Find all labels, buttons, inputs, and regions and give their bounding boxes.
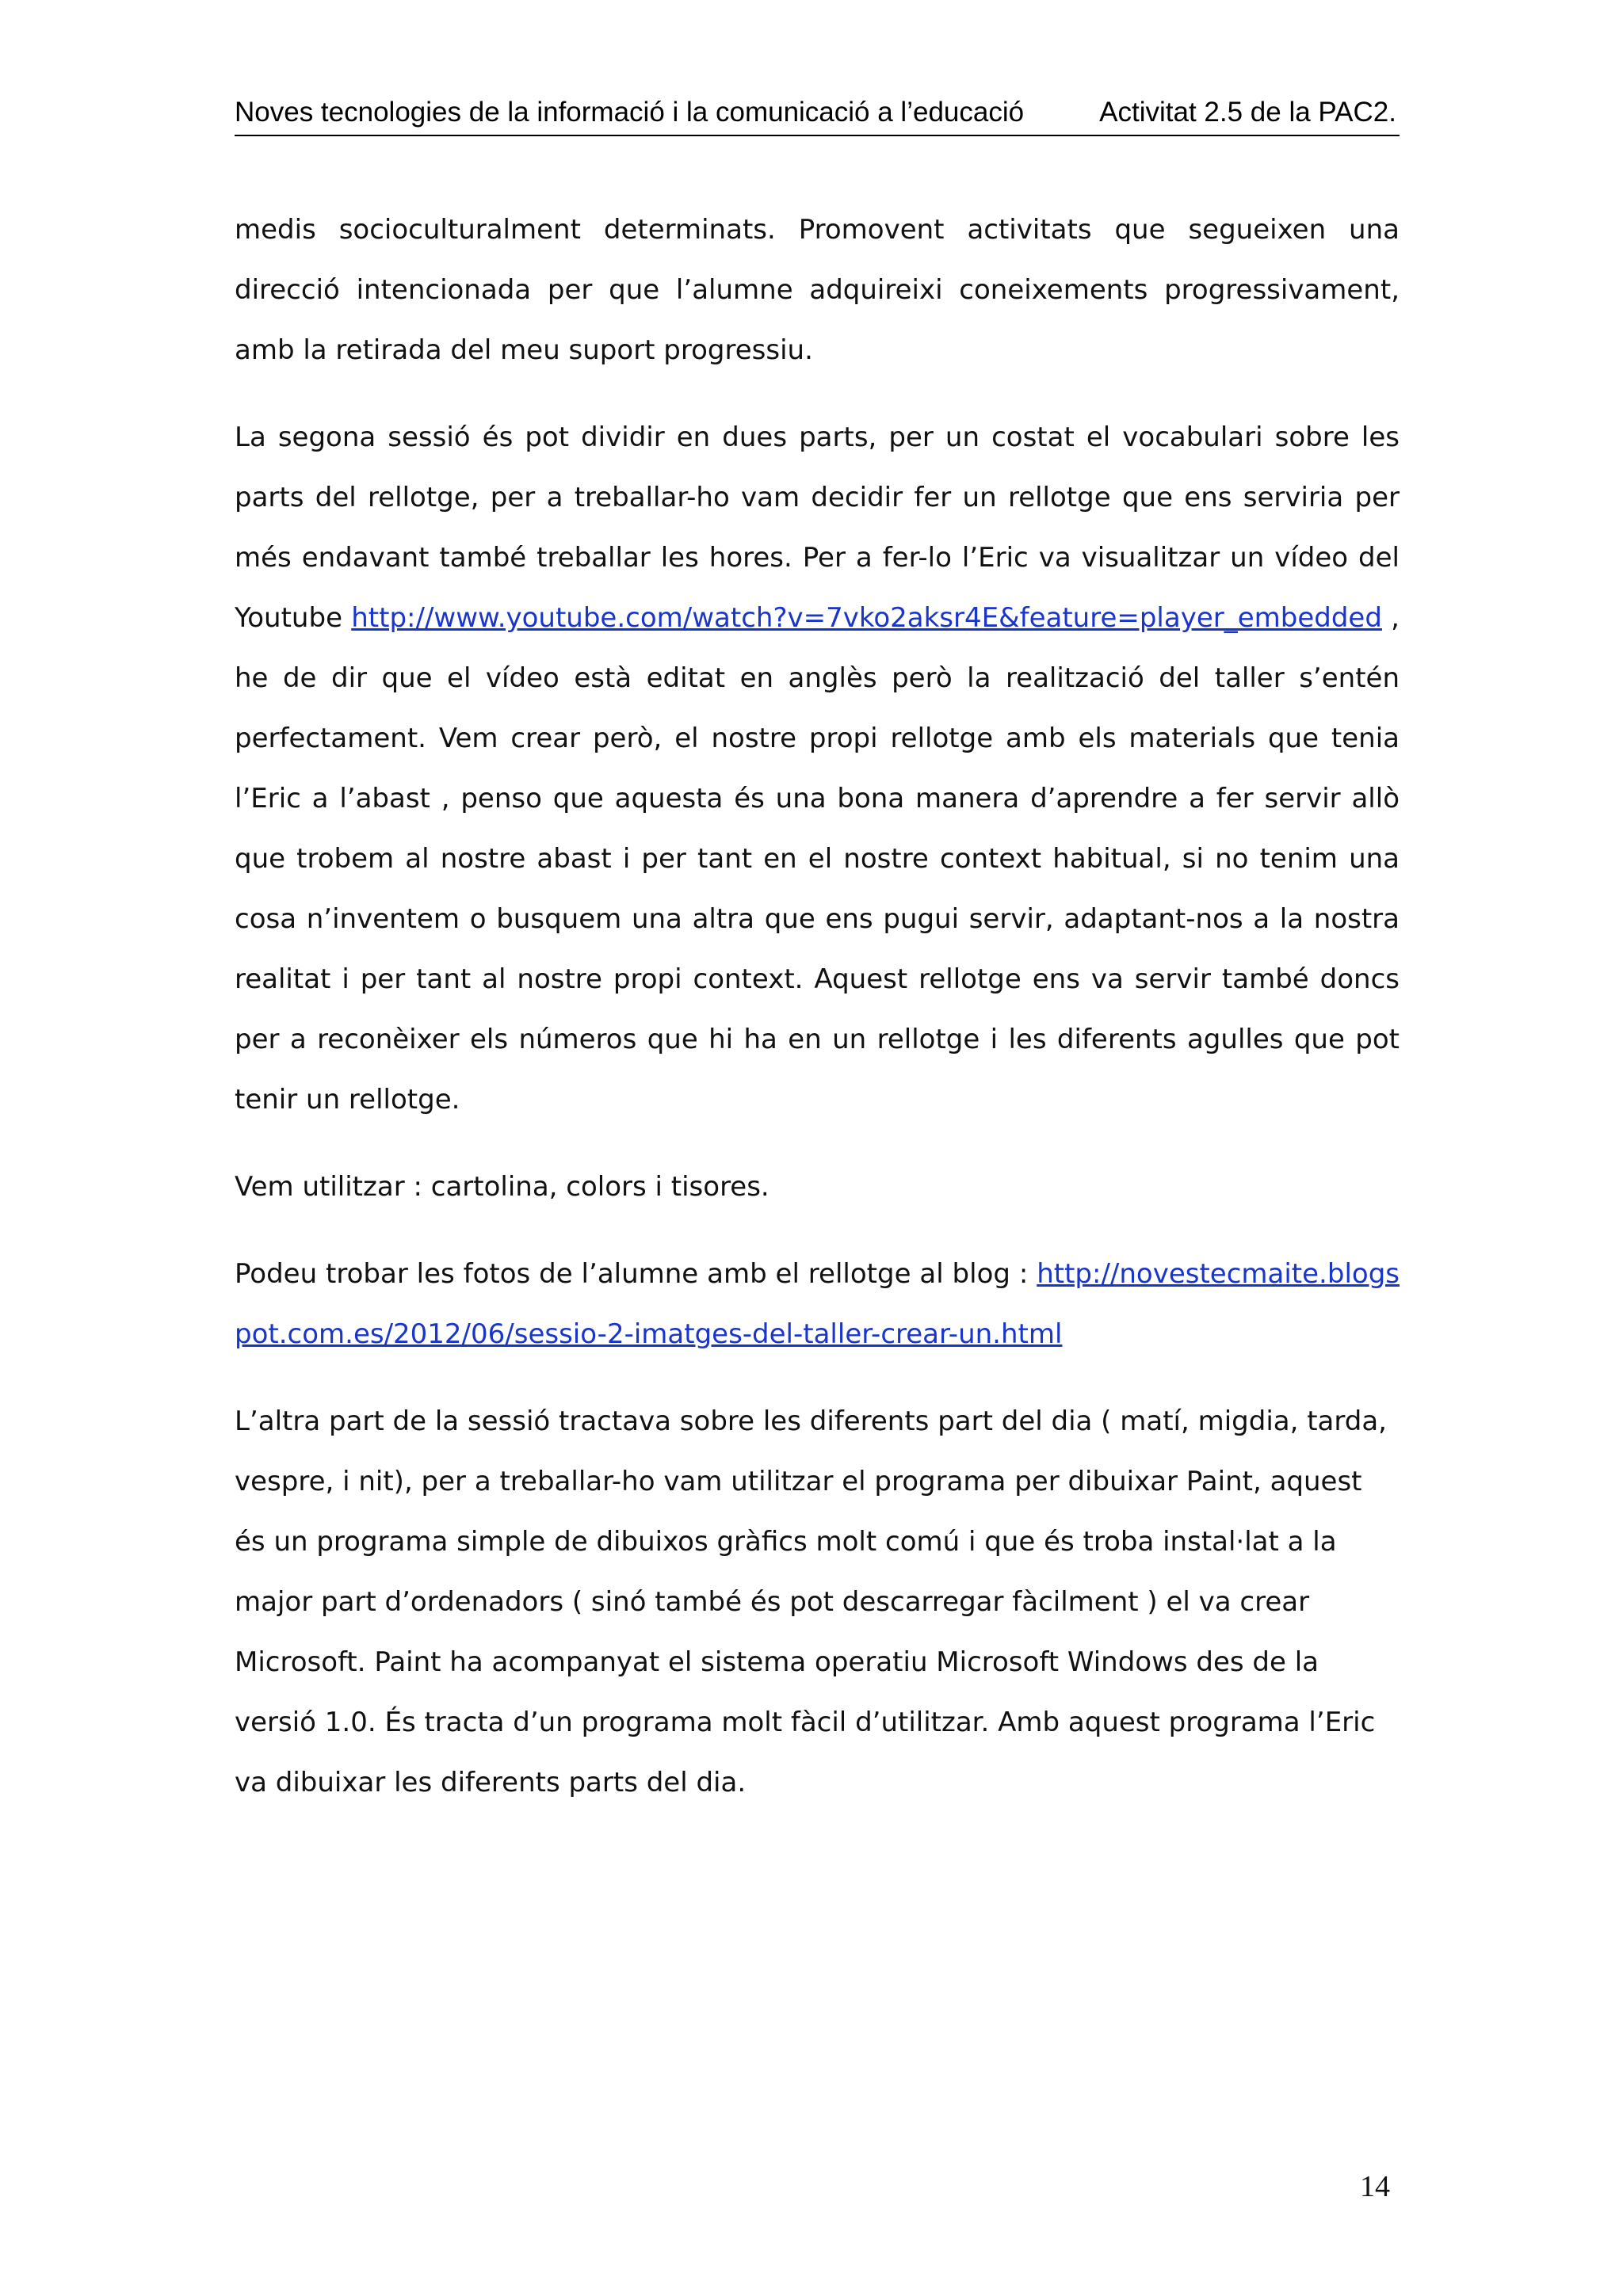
page-number: 14 xyxy=(1360,2170,1390,2203)
header-activity-label: Activitat 2.5 de la PAC2. xyxy=(1099,97,1396,128)
paragraph-1 xyxy=(235,200,1400,380)
paragraph-3-text: Vem utilitzar : cartolina, colors i tisores. xyxy=(235,1171,769,1203)
header-course-title: Noves tecnologies de la informació i la comunicació a l’educació xyxy=(235,97,1025,128)
paragraph-4-text: Podeu trobar les fotos de l’alumne amb el rellotge al blog : xyxy=(235,1258,1037,1290)
youtube-link[interactable]: http://www.youtube.com/watch?v=7vko2aksr4E&feature=player_embedded xyxy=(351,602,1382,634)
paragraph-3 xyxy=(235,1157,1400,1217)
paragraph-1-text: medis socioculturalment determinats. Promovent activitats que segueixen una direcció intencionada per que l’alumne adquireixi coneixements progressivament, amb la retirada del meu suport progressiu. xyxy=(235,214,1400,366)
paragraph-5 xyxy=(235,1391,1400,1813)
page-header xyxy=(235,93,1400,136)
paragraph-2 xyxy=(235,407,1400,1130)
paragraph-5-text: L’altra part de la sessió tractava sobre les diferents part del dia ( matí, migdia, tarda, vespre, i nit), per a treballar-ho vam utilitzar el programa per dibuixar Paint, aquest és un programa simple de dibuixos gràfics molt comú i que és troba instal·lat a la major part d’ordenadors ( sinó també és pot descarregar fàcilment ) el va crear Microsoft. Paint ha acompanyat el sistema operatiu Microsoft Windows des de la versió 1.0. És tracta d’un programa molt fàcil d’utilitzar. Amb aquest programa l’Eric va dibuixar les diferents parts del dia. xyxy=(235,1405,1387,1798)
paragraph-2-text-before: La segona sessió és pot dividir en dues parts, per un costat el vocabulari sobre les parts del rellotge, per a treballar-ho vam decidir fer un rellotge que ens serviria per més endavant també treballar les hores. Per a fer-lo l’Eric va visualitzar un vídeo del Youtube xyxy=(235,421,1400,634)
document-body xyxy=(235,200,1400,1840)
paragraph-2-text-after: , he de dir que el vídeo està editat en anglès però la realització del taller s’entén perfectament. Vem crear però, el nostre propi rellotge amb els materials que tenia l’Eric a l’abast , penso que aquesta és una bona manera d’aprendre a fer servir allò que trobem al nostre abast i per tant en el nostre context habitual, si no tenim una cosa n’inventem o busquem una altra que ens pugui servir, adaptant-nos a la nostra realitat i per tant al nostre propi context. Aquest rellotge ens va servir també doncs per a reconèixer els números que hi ha en un rellotge i les diferents agulles que pot tenir un rellotge. xyxy=(235,602,1400,1116)
blog-link[interactable]: http://novestecmaite.blogspot.com.es/2012/06/sessio-2-imatges-del-taller-crear-un.html xyxy=(235,1258,1400,1350)
paragraph-4 xyxy=(235,1244,1400,1364)
